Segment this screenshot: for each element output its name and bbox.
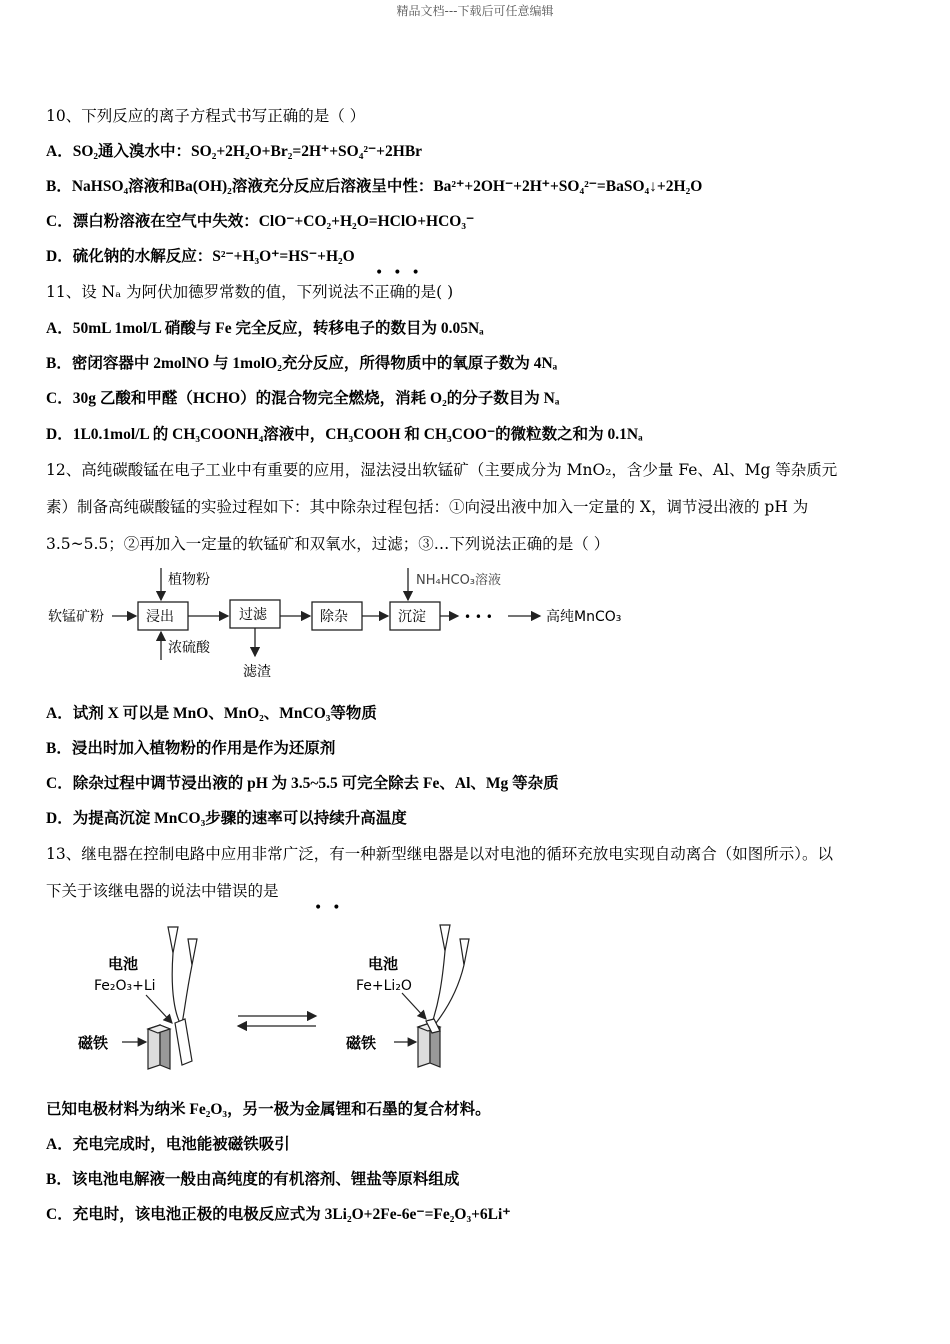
right-battery-formula: Fe+Li₂O (356, 978, 412, 994)
page-header: 精品文档---下载后可任意编辑 (396, 4, 554, 18)
q10-option-c: C．漂白粉溶液在空气中失效：ClO⁻+CO₂+H₂O=HClO+HCO₃⁻ (46, 213, 475, 230)
q10-option-a: A．SO₂通入溴水中：SO₂+2H₂O+Br₂=2H⁺+SO₄²⁻+2HBr (46, 143, 423, 160)
q13-stem-line2: 下关于该继电器的说法中错误的是 (46, 882, 279, 900)
q10-option-d: D．硫化钠的水解反应：S²⁻+H₃O⁺=HS⁻+H₂O (46, 248, 355, 265)
q11-option-a: A．50mL 1mol/L 硝酸与 Fe 完全反应，转移电子的数目为 0.05Nₐ (46, 320, 484, 337)
flow-product: 高纯MnCO₃ (546, 609, 622, 625)
q11-stem: 11、设 Nₐ 为阿伏加德罗常数的值，下列说法不正确的是( ) (46, 283, 454, 301)
q13-stem-line1: 13、继电器在控制电路中应用非常广泛，有一种新型继电器是以对电池的循环充放电实现自动离合（如图所示）。以 (46, 845, 833, 863)
q12-option-b: B．浸出时加入植物粉的作用是作为还原剂 (46, 740, 336, 757)
q13-option-b: B．该电池电解液一般由高纯度的有机溶剂、锂盐等原料组成 (46, 1171, 460, 1188)
q12-option-d: D．为提高沉淀 MnCO₃步骤的速率可以持续升高温度 (46, 810, 407, 827)
flow-step-precipitate: 沉淀 (398, 609, 426, 625)
q13-option-c: C．充电时，该电池正极的电极反应式为 3Li₂O+2Fe-6e⁻=Fe₂O₃+6Li⁺ (46, 1206, 511, 1223)
q12-option-c: C．除杂过程中调节浸出液的 pH 为 3.5~5.5 可完全除去 Fe、Al、Mg 等杂质 (46, 775, 559, 792)
q10-option-b: B．NaHSO₄溶液和Ba(OH)₂溶液充分反应后溶液呈中性：Ba²⁺+2OH⁻+2H⁺+SO₄²⁻=BaSO₄↓+2H₂O (46, 178, 703, 195)
flow-reagent: NH₄HCO₃溶液 (416, 573, 502, 588)
flow-sulfuric-acid: 浓硫酸 (168, 640, 210, 656)
flow-diagram (40, 562, 660, 684)
q11-option-d: D．1L0.1mol/L 的 CH₃COONH₄溶液中，CH₃COOH 和 CH₃COO⁻的微粒数之和为 0.1Nₐ (46, 426, 643, 443)
q13-known: 已知电极材料为纳米 Fe₂O₃，另一极为金属锂和石墨的复合材料。 (46, 1101, 491, 1118)
right-magnet-label: 磁铁 (346, 1034, 377, 1052)
left-battery-label: 电池 (108, 955, 139, 973)
q12-stem-line1: 12、高纯碳酸锰在电子工业中有重要的应用，湿法浸出软锰矿（主要成分为 MnO₂，含少量 Fe、Al、Mg 等杂质元 (46, 461, 838, 479)
left-magnet-label: 磁铁 (78, 1034, 109, 1052)
q12-stem-line3: 3.5~5.5；②再加入一定量的软锰矿和双氧水，过滤；③…下列说法正确的是（ ） (46, 535, 610, 553)
q12-option-a: A．试剂 X 可以是 MnO、MnO₂、MnCO₃等物质 (46, 705, 377, 722)
flow-step-filter: 过滤 (239, 607, 267, 623)
flow-ellipsis: • • • (464, 610, 493, 624)
flow-input: 软锰矿粉 (48, 609, 104, 625)
q11-option-b: B．密闭容器中 2molNO 与 1molO₂充分反应，所得物质中的氧原子数为 4Nₐ (46, 355, 558, 372)
q13-option-a: A．充电完成时，电池能被磁铁吸引 (46, 1136, 290, 1153)
emphasis-dots: ••• (375, 265, 430, 281)
left-battery-formula: Fe₂O₃+Li (94, 978, 156, 994)
q10-stem: 10、下列反应的离子方程式书写正确的是（ ） (46, 107, 366, 125)
q12-stem-line2: 素）制备高纯碳酸锰的实验过程如下：其中除杂过程包括：①向浸出液中加入一定量的 X，调节浸出液的 pH 为 (46, 498, 809, 516)
flow-residue: 滤渣 (243, 664, 271, 680)
flow-plant-powder: 植物粉 (168, 572, 210, 588)
right-battery-label: 电池 (368, 955, 399, 973)
flow-step-leach: 浸出 (146, 609, 174, 625)
q11-option-c: C．30g 乙酸和甲醛（HCHO）的混合物完全燃烧，消耗 O₂的分子数目为 Nₐ (46, 390, 560, 407)
flow-step-purify: 除杂 (320, 609, 348, 625)
relay-diagram (60, 915, 500, 1080)
emphasis-dots: •• (314, 900, 351, 916)
